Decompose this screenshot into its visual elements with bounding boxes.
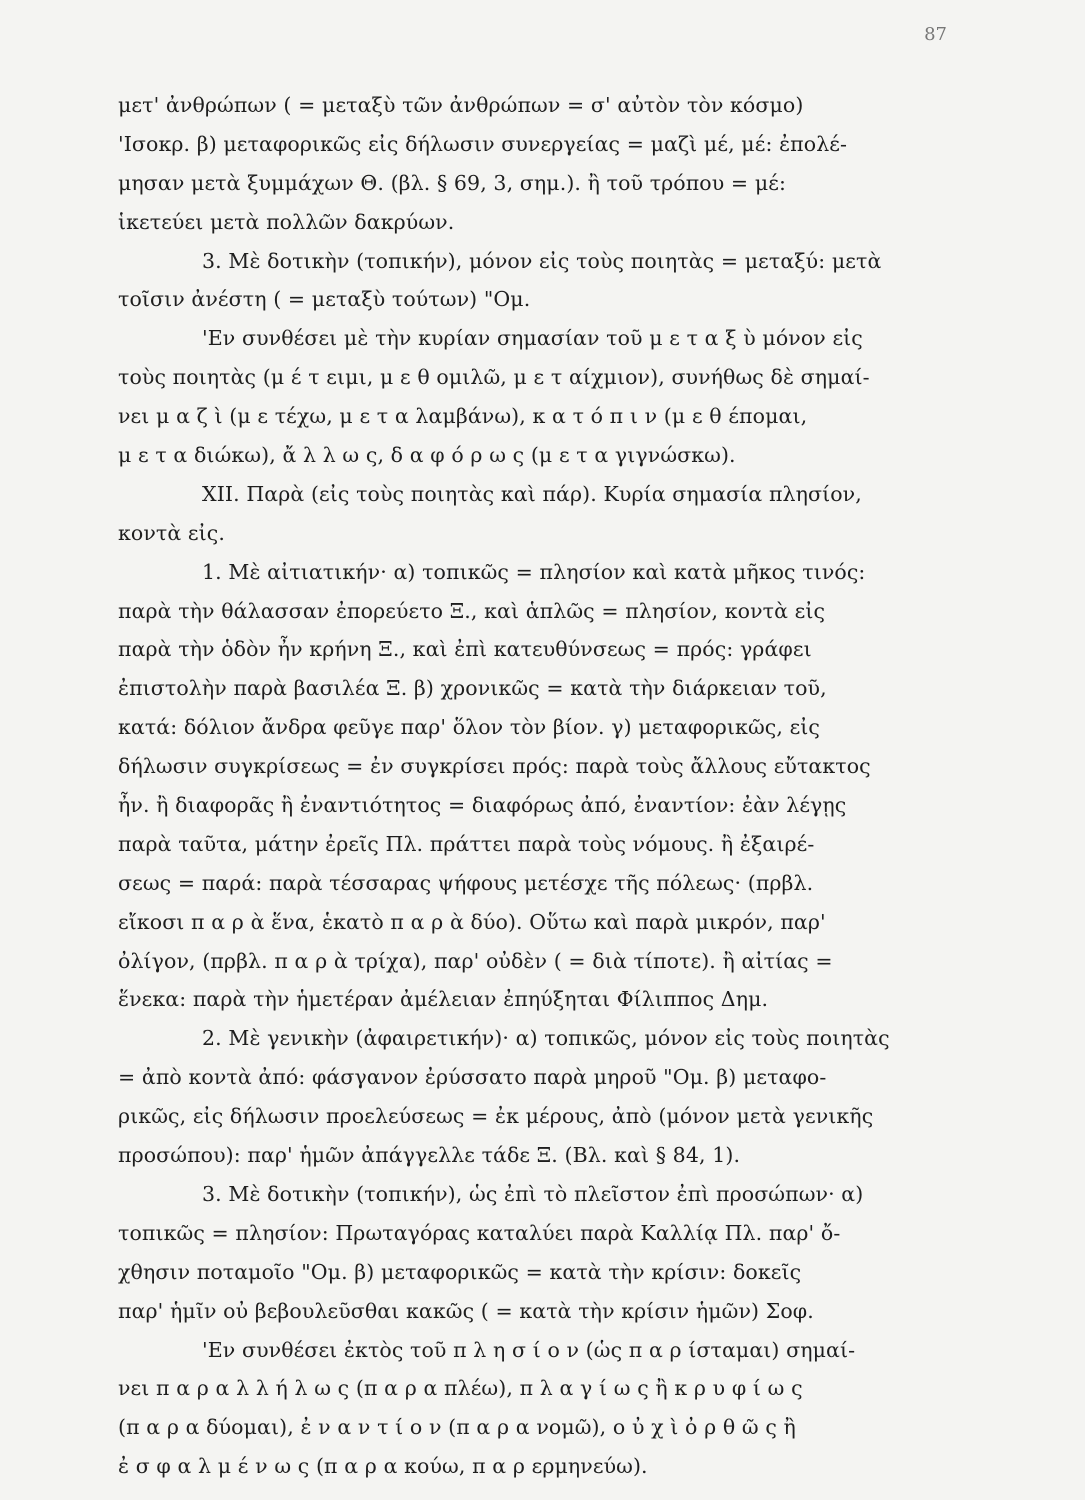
text-line: 'Εν συνθέσει μὲ τὴν κυρίαν σημασίαν τοῦ μ ε τ α ξ ὺ μόνον εἰς [202, 326, 863, 351]
body-text [118, 86, 960, 1486]
text-line: παρὰ τὴν θάλασσαν ἐπορεύετο Ξ., καὶ ἁπλῶς = πλησίον, κοντὰ εἰς [118, 598, 826, 623]
text-line: XII. Παρὰ (εἰς τοὺς ποιητὰς καὶ πάρ). Κυρία σημασία πλησίον, [202, 481, 862, 506]
text-line: παρ' ἡμῖν οὐ βεβουλεῦσθαι κακῶς ( = κατὰ τὴν κρίσιν ἡμῶν) Σοφ. [118, 1298, 814, 1323]
text-line: παρὰ ταῦτα, μάτην ἐρεῖς Πλ. πράττει παρὰ τοὺς νόμους. ἢ ἐξαιρέ- [118, 831, 815, 856]
text-line: παρὰ τὴν ὁδὸν ἦν κρήνη Ξ., καὶ ἐπὶ κατευθύνσεως = πρός: γράφει [118, 637, 812, 662]
text-line: προσώπου): παρ' ἡμῶν ἀπάγγελλε τάδε Ξ. (Βλ. καὶ § 84, 1). [118, 1143, 741, 1168]
text-line: = ἀπὸ κοντὰ ἀπό: φάσγανον ἐρύσσατο παρὰ μηροῦ "Ομ. β) μεταφο- [118, 1065, 827, 1090]
text-line: δήλωσιν συγκρίσεως = ἐν συγκρίσει πρός: παρὰ τοὺς ἄλλους εὔτακτος [118, 754, 871, 779]
text-line: νει μ α ζ ὶ (μ ε τέχω, μ ε τ α λαμβάνω), κ α τ ό π ι ν (μ ε θ έπομαι, [118, 404, 808, 429]
text-line: (π α ρ α δύομαι), ἐ ν α ν τ ί ο ν (π α ρ α νομῶ), ο ὐ χ ὶ ὀ ρ θ ῶ ς ἢ [118, 1415, 796, 1440]
text-line: τοὺς ποιητὰς (μ έ τ ειμι, μ ε θ ομιλῶ, μ ε τ αίχμιον), συνήθως δὲ σημαί- [118, 365, 870, 390]
text-line: ἱκετεύει μετὰ πολλῶν δακρύων. [118, 209, 455, 234]
text-line: ἐ σ φ α λ μ έ ν ω ς (π α ρ α κούω, π α ρ ερμηνεύω). [118, 1454, 648, 1479]
text-line: νει π α ρ α λ λ ή λ ω ς (π α ρ α πλέω), π λ α γ ί ω ς ἢ κ ρ υ φ ί ω ς [118, 1376, 803, 1401]
text-line: κοντὰ εἰς. [118, 520, 225, 545]
text-line: 2. Μὲ γενικὴν (ἀφαιρετικήν)· α) τοπικῶς, μόνον εἰς τοὺς ποιητὰς [202, 1026, 890, 1051]
text-line: τοῖσιν ἀνέστη ( = μεταξὺ τούτων) "Ομ. [118, 287, 531, 312]
text-line: ἐπιστολὴν παρὰ βασιλέα Ξ. β) χρονικῶς = κατὰ τὴν διάρκειαν τοῦ, [118, 676, 827, 701]
text-line: ἕνεκα: παρὰ τὴν ἡμετέραν ἀμέλειαν ἐπηύξηται Φίλιππος Δημ. [118, 987, 769, 1012]
page-number: 87 [924, 24, 947, 45]
text-line: 3. Μὲ δοτικὴν (τοπικήν), μόνον εἰς τοὺς ποιητὰς = μεταξύ: μετὰ [202, 248, 882, 273]
text-line: ὀλίγον, (πρβλ. π α ρ ὰ τρίχα), παρ' οὐδὲν ( = διὰ τίποτε). ἢ αἰτίας = [118, 948, 833, 973]
text-line: σεως = παρά: παρὰ τέσσαρας ψήφους μετέσχε τῆς πόλεως· (πρβλ. [118, 870, 814, 895]
text-line: 1. Μὲ αἰτιατικήν· α) τοπικῶς = πλησίον καὶ κατὰ μῆκος τινός: [202, 559, 866, 584]
text-line: μετ' ἀνθρώπων ( = μεταξὺ τῶν ἀνθρώπων = σ' αὐτὸν τὸν κόσμο) [118, 93, 804, 117]
text-line: εἴκοσι π α ρ ὰ ἕνα, ἑκατὸ π α ρ ὰ δύο). Οὕτω καὶ παρὰ μικρόν, παρ' [118, 909, 826, 934]
text-line: ρικῶς, εἰς δήλωσιν προελεύσεως = ἐκ μέρους, ἀπὸ (μόνον μετὰ γενικῆς [118, 1104, 874, 1129]
text-line: μ ε τ α διώκω), ἄ λ λ ω ς, δ α φ ό ρ ω ς (μ ε τ α γιγνώσκω). [118, 443, 736, 468]
text-line: κατά: δόλιον ἄνδρα φεῦγε παρ' ὅλον τὸν βίον. γ) μεταφορικῶς, εἰς [118, 715, 821, 740]
text-line: 3. Μὲ δοτικὴν (τοπικήν), ὡς ἐπὶ τὸ πλεῖστον ἐπὶ προσώπων· α) [202, 1181, 864, 1206]
text-line: μησαν μετὰ ξυμμάχων Θ. (βλ. § 69, 3, σημ.). ἢ τοῦ τρόπου = μέ: [118, 170, 786, 195]
text-line: 'Ισοκρ. β) μεταφορικῶς εἰς δήλωσιν συνεργείας = μαζὶ μέ, μέ: ἐπολέ- [118, 131, 848, 156]
text-line: τοπικῶς = πλησίον: Πρωταγόρας καταλύει παρὰ Καλλίᾳ Πλ. παρ' ὄ- [118, 1220, 841, 1245]
text-line: ἦν. ἢ διαφορᾶς ἢ ἐναντιότητος = διαφόρως ἀπό, ἐναντίον: ἐὰν λέγῃς [118, 793, 847, 818]
text-line: 'Εν συνθέσει ἐκτὸς τοῦ π λ η σ ί ο ν (ὡς π α ρ ίσταμαι) σημαί- [202, 1337, 856, 1362]
text-line: χθησιν ποταμοῖο "Ομ. β) μεταφορικῶς = κατὰ τὴν κρίσιν: δοκεῖς [118, 1259, 802, 1284]
